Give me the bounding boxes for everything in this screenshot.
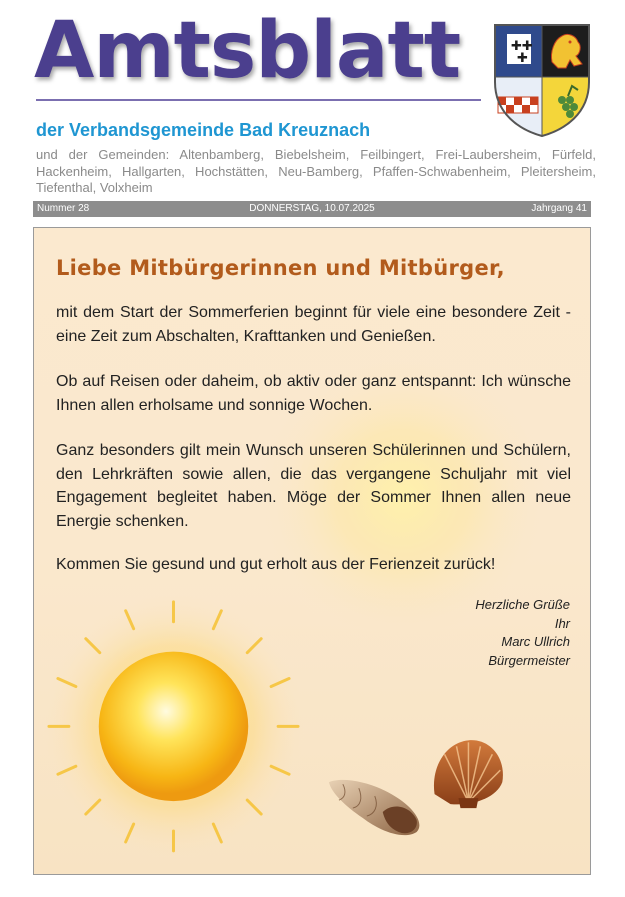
title-divider	[36, 99, 481, 101]
issue-year: Jahrgang 41	[531, 203, 587, 214]
signature-pronoun: Ihr	[554, 615, 570, 631]
signature-name: Marc Ullrich	[501, 634, 570, 649]
masthead-title: Amtsblatt	[34, 6, 461, 96]
letter-paragraph: Kommen Sie gesund und gut erholt aus der Ferienzeit zurück!	[56, 556, 496, 573]
coat-of-arms-icon	[492, 22, 592, 138]
issue-date: DONNERSTAG, 10.07.2025	[249, 203, 375, 214]
sun-icon	[39, 592, 308, 861]
svg-text:✚: ✚	[517, 51, 528, 66]
issue-number: Nummer 28	[37, 203, 90, 214]
mayor-letter	[33, 227, 591, 875]
seashell-icon	[434, 740, 503, 808]
signature-closing: Herzliche Grüße	[475, 597, 570, 612]
masthead-subtitle: der Verbandsgemeinde Bad Kreuznach	[36, 120, 371, 140]
issue-info-bar	[33, 201, 591, 217]
letter-paragraph: Ob auf Reisen oder daheim, ob aktiv oder ganz entspannt: Ich wünsche Ihnen allen erholsame und sonnige Wochen.	[56, 373, 571, 414]
letter-paragraph: mit dem Start der Sommerferien beginnt für viele eine besondere Zeit - eine Zeit zum Abschalten, Krafttanken und Genießen.	[56, 304, 571, 345]
letter-signature	[475, 596, 570, 670]
signature-role: Bürgermeister	[488, 652, 570, 668]
svg-text:✚✚: ✚✚	[511, 39, 533, 54]
letter-greeting: Liebe Mitbürgerinnen und Mitbürger,	[56, 256, 505, 280]
municipalities-list: und der Gemeinden: Altenbamberg, Biebelsheim, Feilbingert, Frei-Laubersheim, Fürfeld, Hackenheim, Hallgarten, Hochstätten, Neu-Bamberg, Pfaffen-Schwabenheim, Pleitersheim, Tiefenthal, Volxheim	[36, 147, 596, 195]
letter-paragraph: Ganz besonders gilt mein Wunsch unseren Schülerinnen und Schülern, den Lehrkräften sowie allen, die das vergangene Schuljahr mit viel Engagement begleitet haben. Möge der Sommer Ihnen allen neue Energie schenken.	[56, 442, 571, 530]
snail-shell-icon	[329, 780, 419, 835]
